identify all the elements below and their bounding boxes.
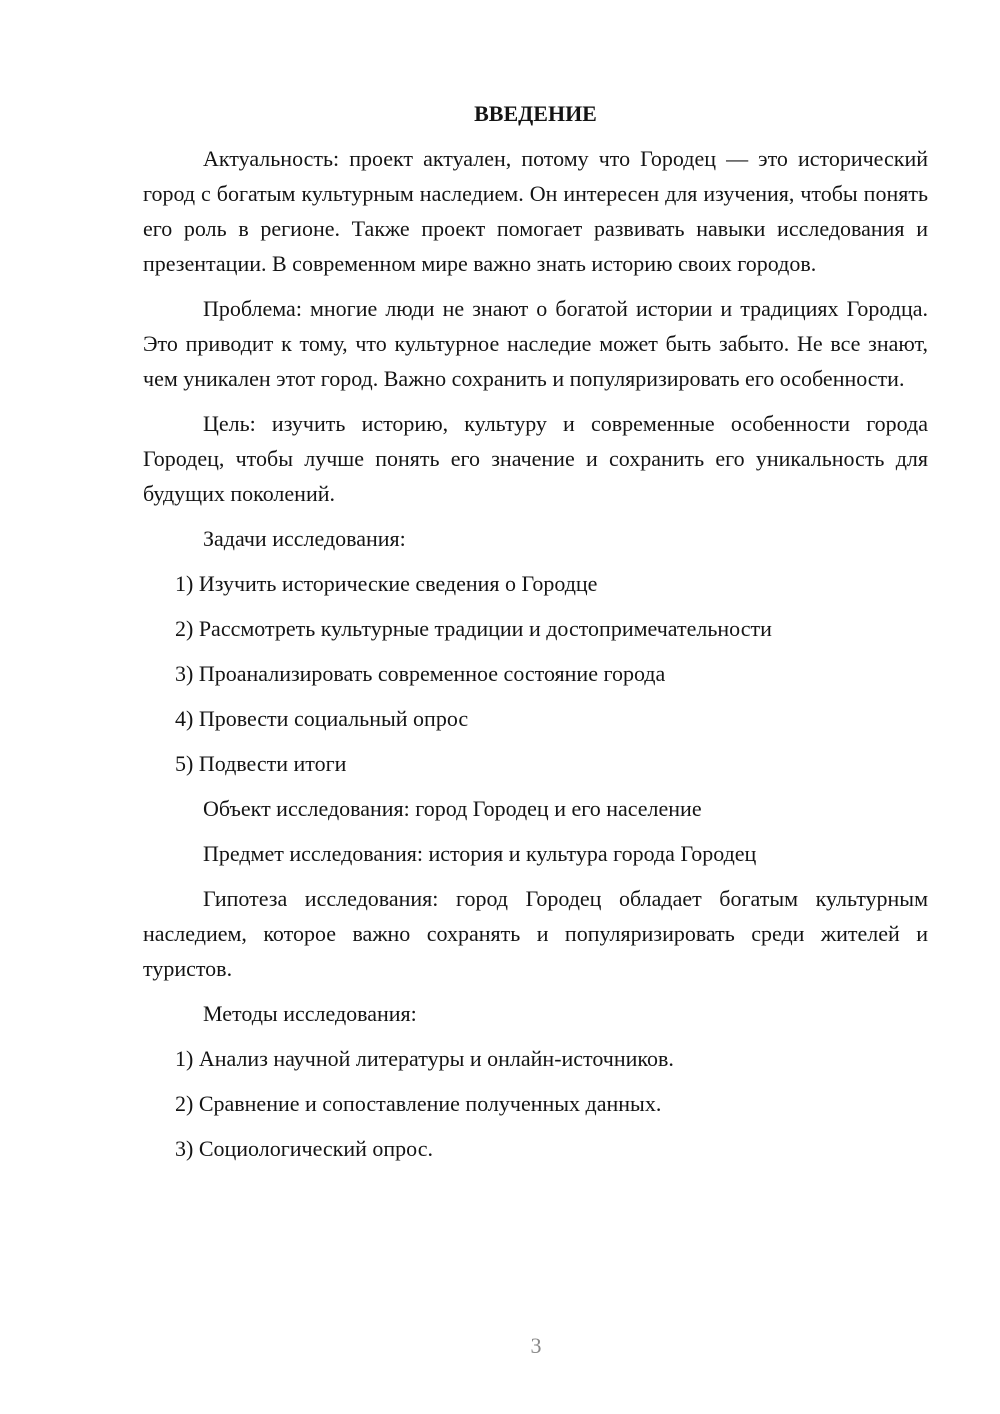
problem-paragraph: Проблема: многие люди не знают о богатой истории и традициях Городца. Это приводит к тому, что культурное наследие может быть забыто. Не все знают, чем уникален этот город. Важно сохранить и популяризировать его особенности.	[143, 296, 928, 391]
task-item: 5) Подвести итоги	[175, 751, 347, 776]
method-item: 3) Социологический опрос.	[175, 1136, 433, 1161]
page-content	[143, 96, 928, 1176]
section-heading: ВВЕДЕНИЕ	[474, 101, 597, 126]
task-item: 1) Изучить исторические сведения о Городце	[175, 571, 598, 596]
tasks-label: Задачи исследования:	[203, 526, 406, 551]
research-object: Объект исследования: город Городец и его население	[203, 796, 702, 821]
task-item: 4) Провести социальный опрос	[175, 706, 469, 731]
task-item: 2) Рассмотреть культурные традиции и достопримечательности	[175, 616, 772, 641]
page-number: 3	[530, 1333, 542, 1358]
methods-label: Методы исследования:	[203, 1001, 417, 1026]
hypothesis-paragraph: Гипотеза исследования: город Городец обладает богатым культурным наследием, которое важно сохранять и популяризировать среди жителей и туристов.	[143, 886, 928, 981]
relevance-paragraph: Актуальность: проект актуален, потому что Городец — это исторический город с богатым культурным наследием. Он интересен для изучения, чтобы понять его роль в регионе. Также проект помогает развивать навыки исследования и презентации. В современном мире важно знать историю своих городов.	[143, 146, 928, 276]
research-subject: Предмет исследования: история и культура города Городец	[203, 841, 757, 866]
task-item: 3) Проанализировать современное состояние города	[175, 661, 666, 686]
method-item: 2) Сравнение и сопоставление полученных данных.	[175, 1091, 662, 1116]
goal-paragraph: Цель: изучить историю, культуру и современные особенности города Городец, чтобы лучше понять его значение и сохранить его уникальность для будущих поколений.	[143, 411, 928, 506]
method-item: 1) Анализ научной литературы и онлайн-источников.	[175, 1046, 674, 1071]
